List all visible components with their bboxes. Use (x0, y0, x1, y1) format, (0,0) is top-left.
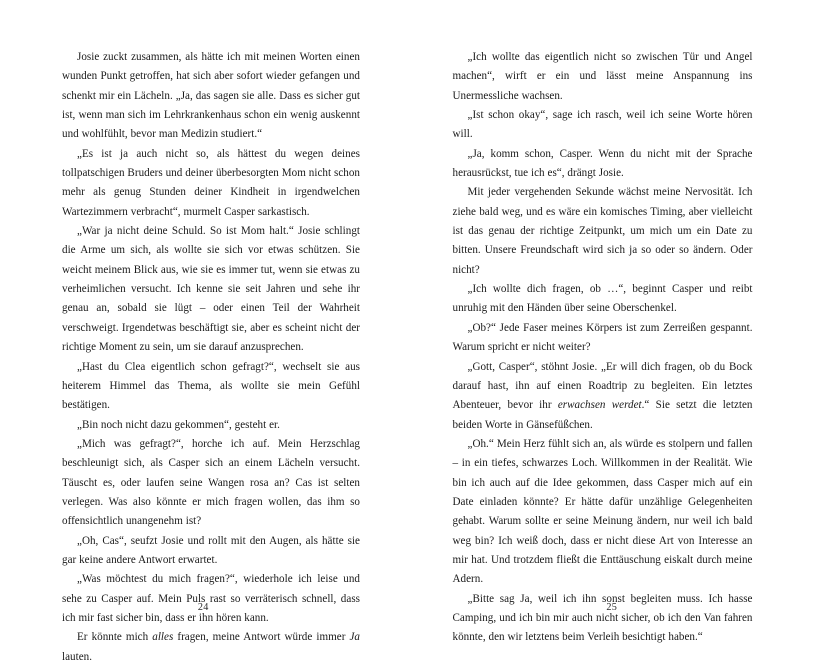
paragraph: „Ich wollte das eigentlich nicht so zwischen Tür und Angel machen“, wirft er ein und lässt meine Anspannung ins Unermessliche wachsen. (453, 48, 753, 106)
paragraph: „Ja, komm schon, Casper. Wenn du nicht mit der Sprache herausrückst, tue ich es“, drängt Josie. (453, 145, 753, 184)
text-column-right (453, 48, 753, 648)
paragraph: Mit jeder vergehenden Sekunde wächst meine Nervosität. Ich ziehe bald weg, und es wäre ein komisches Timing, aber vielleicht ist das genau der richtige Zeitpunkt, um mich um ein Date zu bitten. Unsere Freundschaft wird sich ja so oder so ändern. Oder nicht? (453, 183, 753, 280)
paragraph: „Bitte sag Ja, weil ich ihn sonst begleiten muss. Ich hasse Camping, und ich bin mir auch nicht sicher, ob ich den Van fahren könnte, den wir letztens beim Verleih besichtigt haben.“ (453, 590, 753, 648)
paragraph: Josie zuckt zusammen, als hätte ich mit meinen Worten einen wunden Punkt getroffen, hat sich aber sofort wieder gefangen und schenkt mir ein Lächeln. „Ja, das sagen sie alle. Dass es sicher gut ist, wenn man sich im Lehrkrankenhaus schon ein wenig auskennt und wohlfühlt, bevor man Medizin studiert.“ (62, 48, 360, 145)
paragraph: „Mich was gefragt?“, horche ich auf. Mein Herzschlag beschleunigt sich, als Casper sich an einem Lächeln versucht. Täuscht es, oder laufen seine Wangen rosa an? Cas ist selten verlegen. Was also könnte er mich fragen wollen, das ihm so offensichtlich unangenehm ist? (62, 435, 360, 532)
paragraph: „Ob?“ Jede Faser meines Körpers ist zum Zerreißen gespannt. Warum spricht er nicht weiter? (453, 319, 753, 358)
paragraph: „Ich wollte dich fragen, ob …“, beginnt Casper und reibt unruhig mit den Händen über seine Oberschenkel. (453, 280, 753, 319)
paragraph: „Oh, Cas“, seufzt Josie und rollt mit den Augen, als hätte sie gar keine andere Antwort erwartet. (62, 532, 360, 571)
paragraph: „Was möchtest du mich fragen?“, wiederhole ich leise und sehe zu Casper auf. Mein Puls rast so verräterisch schnell, dass ich mir fast sicher bin, dass er ihn hören kann. (62, 570, 360, 628)
page-left (0, 0, 407, 648)
page-right (407, 0, 813, 648)
paragraph: Er könnte mich alles fragen, meine Antwort würde immer Ja lauten. (62, 628, 360, 667)
text-column-left (62, 48, 360, 667)
emphasis-text: erwachsen werdet (558, 399, 642, 411)
paragraph: „War ja nicht deine Schuld. So ist Mom halt.“ Josie schlingt die Arme um sich, als wollte sie sich vor etwas schützen. Sie weicht meinem Blick aus, wie sie es immer tut, wenn sie etwas zu verheimlichen versucht. Ich kenne sie seit Jahren und sehe ihr genau an, sobald sie lügt – oder einen Teil der Wahrheit verschweigt. Irgendetwas beschäftigt sie, aber es scheint nicht der richtige Moment zu sein, um sie darauf anzusprechen. (62, 222, 360, 357)
paragraph: „Bin noch nicht dazu gekommen“, gesteht er. (62, 416, 360, 435)
paragraph: „Es ist ja auch nicht so, als hättest du wegen deines tollpatschigen Bruders und deiner überbesorgten Mom nicht schon mehr als genug Stunden deiner Kindheit in irgendwelchen Wartezimmern verbracht“, murmelt Casper sarkastisch. (62, 145, 360, 222)
emphasis-text: Ja (349, 631, 360, 643)
paragraph: „Oh.“ Mein Herz fühlt sich an, als würde es stolpern und fallen – in ein tiefes, schwarzes Loch. Willkommen in der Realität. Wie bin ich auch auf die Idee gekommen, dass Casper mich auf ein Date einladen könnte? Er hätte dafür unzählige Gelegenheiten gehabt. Warum sollte er seine Meinung ändern, nur weil ich bald weg bin? Ich weiß doch, dass er nicht diese Art von Interesse an mir hat. Und trotzdem fließt die Enttäuschung eiskalt durch meine Adern. (453, 435, 753, 590)
paragraph: „Hast du Clea eigentlich schon gefragt?“, wechselt sie aus heiterem Himmel das Thema, als wollte sie mein Gefühl bestätigen. (62, 358, 360, 416)
page-number-right: 25 (407, 603, 813, 613)
paragraph: „Gott, Casper“, stöhnt Josie. „Er will dich fragen, ob du Bock darauf hast, ihn auf einen Roadtrip zu begleiten. Ein letztes Abenteuer, bevor ihr erwachsen werdet.“ Sie setzt die letzten beiden Worte in Gänsefüßchen. (453, 358, 753, 435)
paragraph: „Ist schon okay“, sage ich rasch, weil ich seine Worte hören will. (453, 106, 753, 145)
emphasis-text: alles (152, 631, 173, 643)
page-number-left: 24 (0, 603, 409, 613)
